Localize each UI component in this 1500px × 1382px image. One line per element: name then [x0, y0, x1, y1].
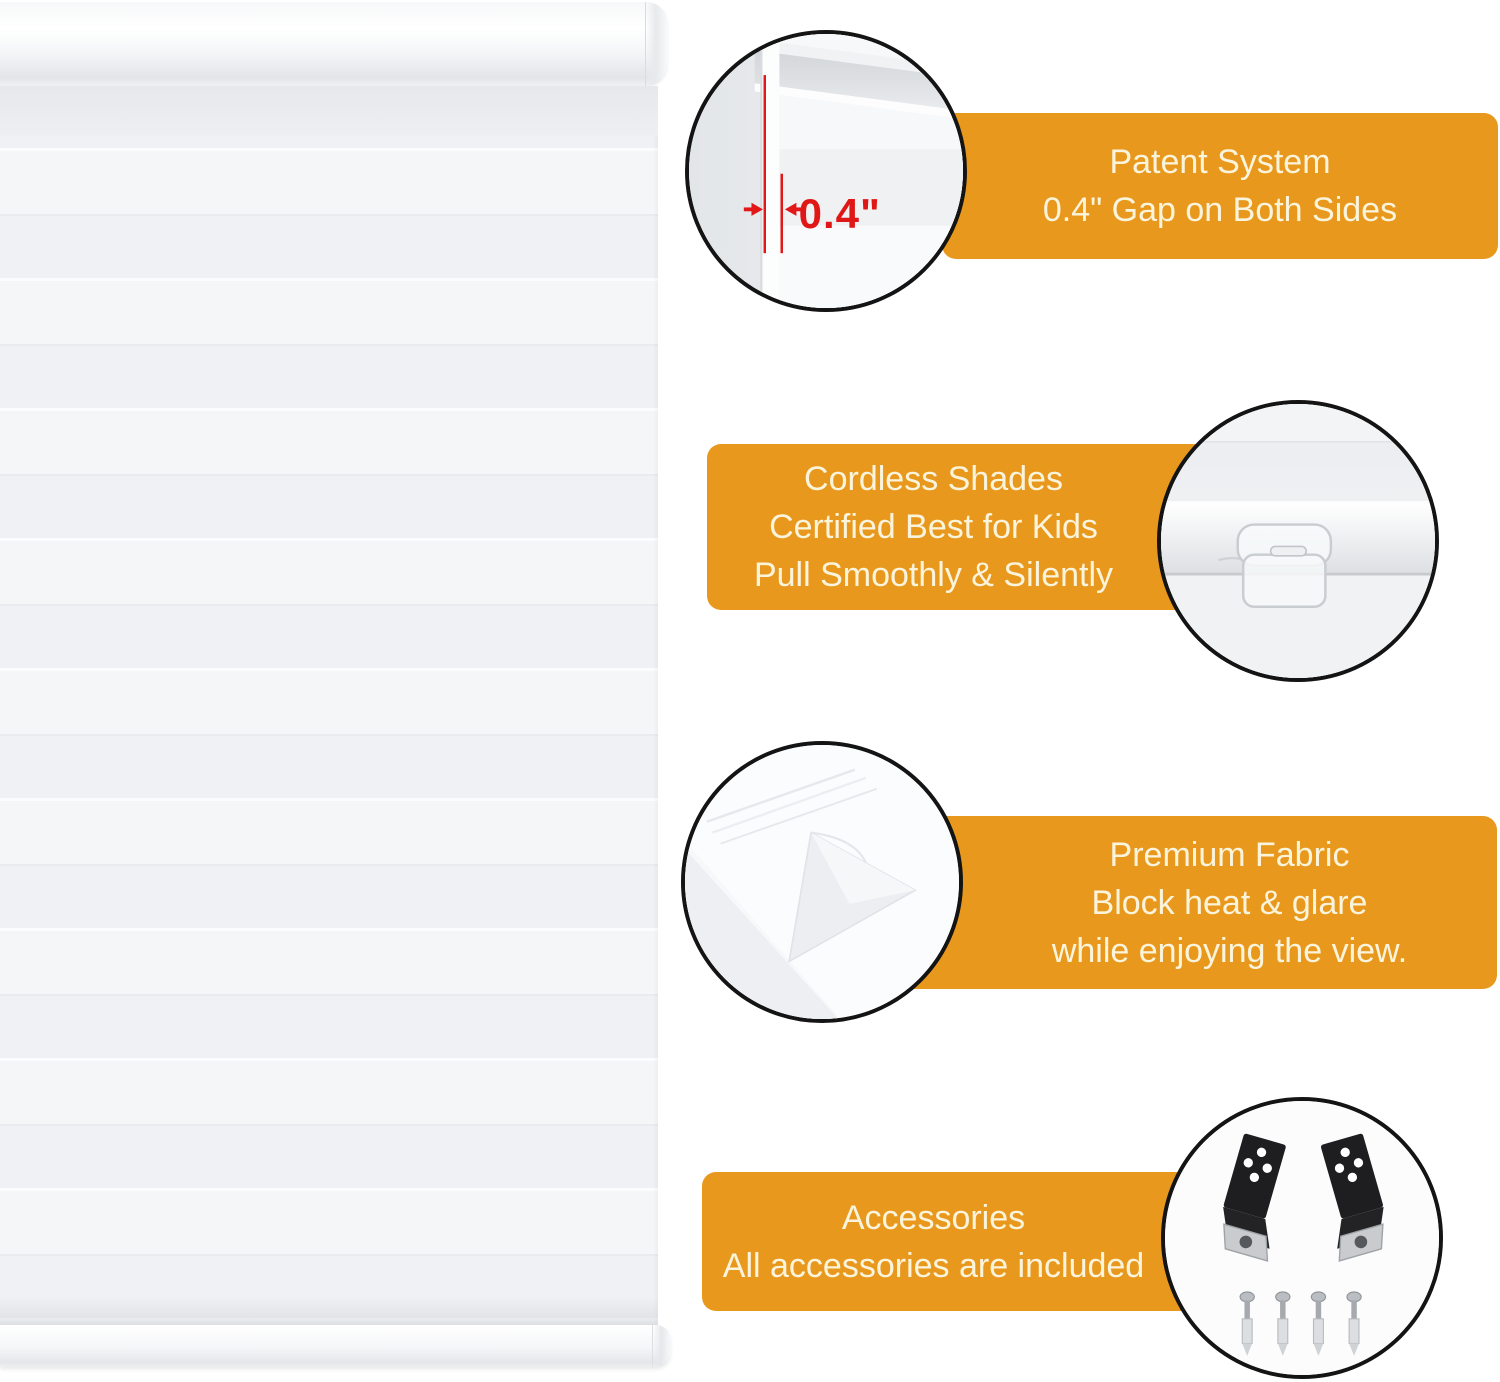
callout-banner-accessories: [702, 1172, 1225, 1311]
callout-circle-gap-detail: [685, 30, 967, 312]
banner-line: All accessories are included: [722, 1246, 1145, 1285]
banner-line: while enjoying the view.: [1051, 931, 1408, 970]
banner-line: 0.4" Gap on Both Sides: [1042, 191, 1398, 229]
shade-fabric: [0, 86, 658, 1325]
banner-line: Accessories: [841, 1198, 1026, 1237]
brackets-screws-photo: [1165, 1101, 1439, 1375]
fabric-hem-shadow: [0, 1297, 658, 1325]
callout-circle-pull-tab: [1157, 400, 1439, 682]
banner-line: Premium Fabric: [1109, 835, 1350, 874]
banner-line: Patent System: [1109, 143, 1331, 181]
gap-measurement-label: 0.4": [798, 190, 881, 238]
gap-detail-photo: [689, 34, 963, 308]
shade-bottomrail: [0, 1325, 670, 1367]
fabric-fold-photo: [685, 745, 959, 1019]
callout-circle-fabric-fold: [681, 741, 963, 1023]
headrail-end-cap: [645, 2, 668, 86]
callout-banner-premium-fabric: [898, 816, 1497, 989]
banner-line: Certified Best for Kids: [769, 508, 1098, 546]
banner-line: Cordless Shades: [804, 460, 1063, 498]
pull-tab-photo: [1161, 404, 1435, 678]
fabric-top-band: [0, 86, 658, 136]
banner-line: Block heat & glare: [1091, 883, 1368, 922]
callout-banner-patent-system: [942, 113, 1498, 259]
callout-circle-accessories: [1161, 1097, 1443, 1379]
shade-headrail: [0, 2, 668, 86]
banner-line: Pull Smoothly & Silently: [753, 556, 1114, 594]
bottomrail-end-cap: [652, 1325, 670, 1367]
